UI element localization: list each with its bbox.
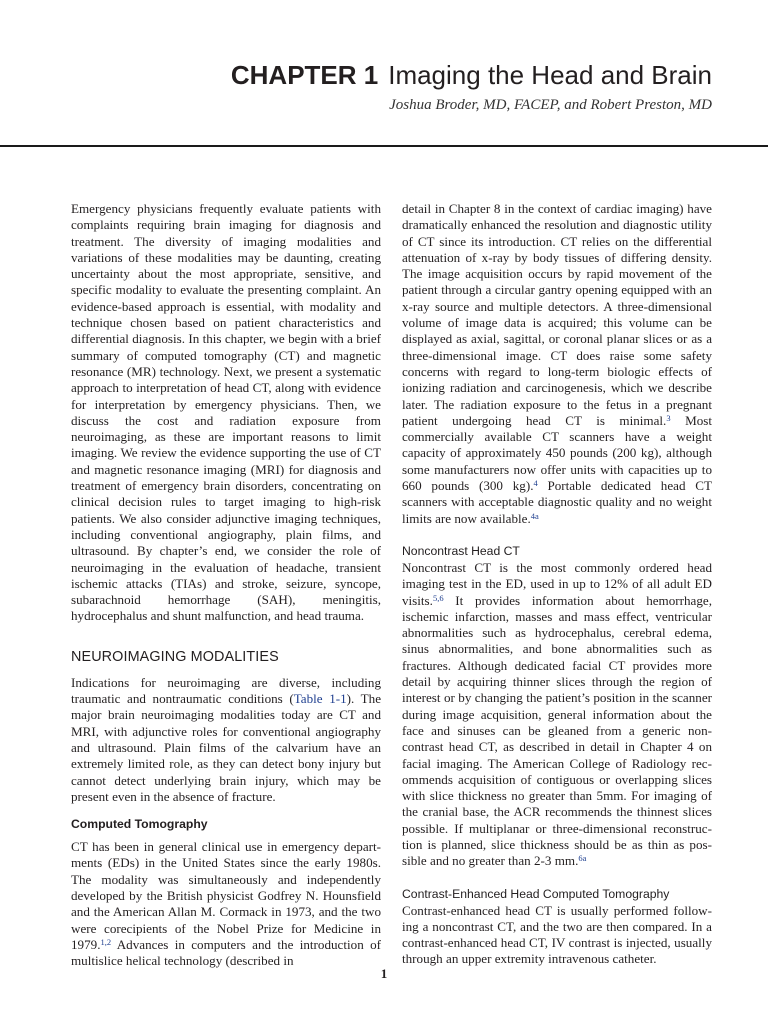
ct-continued-paragraph [402,201,712,527]
modalities-text-before: Indications for neuroimaging are diverse, including traumatic and nontraumatic conditions ( [71,674,381,707]
contrast-paragraph: Contrast-enhanced head CT is usually performed following a noncontrast CT, and the two are then compared. In a contrast-enhanced head CT, IV contrast is injected, usually through an upper extremity intravenous catheter. [402,902,712,967]
noncontrast-text-2: It provides information about hemorrhage, ischemic infarction, masses and mass effect, ventricular abnormalities such as hydrocephalus, cerebral edema, sinus abnormalities, and bone abnormalities such as fractures. Although dedicated facial CT provides more detail by acquiring thinner slices through the region of interest or by changing the patient’s position in the scanner during image acquisition, general information about the face and sinuses can be gleaned from a generic noncontrast head CT, as described in detail in Chapter 4 on facial imaging. The American College of Radiology recommends acquisition of contiguous or overlapping slices with slice thickness no greater than 5mm. For imaging of the cranial base, the ACR recommends the thinnest slices possible. If multiplanar or three-dimensional reconstruction is planned, slice thickness should be as thin as possible and no greater than 2-3 mm. [402,592,712,869]
subsection-heading-noncontrast-head-ct: Noncontrast Head CT [402,543,520,558]
noncontrast-paragraph [402,560,712,870]
left-column [71,201,381,969]
chapter-name: Imaging the Head and Brain [388,60,712,90]
subsection-heading-computed-tomography: Computed Tomography [71,817,208,832]
right-column [402,201,712,968]
page-number: 1 [380,966,388,981]
intro-paragraph: Emergency physicians frequently evaluate patients with complaints requiring brain imaging for diagnosis and treatment. The diversity of imaging modalities and variations of these modalities may be daunting, creating uncertainty about the most appropriate, sensitive, and specific modality to evaluate the presenting complaint. An evidence-based approach is essential, with modality and technique chosen based on patient characteristics and differential diagnosis. In this chapter, we begin with a brief summary of computed tomography (CT) and magnetic resonance (MR) technology. Next, we present a systematic approach to interpretation of head CT, along with evidence for interpretation by emergency physicians. Then, we discuss the cost and radiation exposure from neuroimaging, as these are important reasons to limit imaging. We review the evidence supporting the use of CT and magnetic resonance imaging (MRI) for diagnosis and treatment of emergency brain disorders, concentrating on clinical decision rules to target imaging to high-risk patients. We also consider adjunctive imaging techniques, including conventional angiography, plain films, and ultrasound. By chapter’s end, we consider the role of neuroimaging in the evaluation of headache, transient ischemic attacks (TIAs) and stroke, seizure, syncope, subarachnoid hemorrhage (SAH), meningitis, hydrocephalus and shunt malfunction, and head trauma. [71,201,381,624]
chapter-authors: Joshua Broder, MD, FACEP, and Robert Preston, MD [389,97,712,113]
continued-text-1: detail in Chapter 8 in the context of cardiac imaging) have dramatically enhanced the resolution and diagnostic utility of CT since its introduction. CT relies on the differential attenuation of x-ray by body tissues of differing density. The image acquisition occurs by rapid movement of the patient through a circular gantry opening equipped with an x-ray source and multiple detectors. A three-dimensional volume of image data is acquired; this volume can be displayed as axial, sagittal, or coronal planar slices or as a three-dimensional image. CT does raise some safety concerns with regard to long-term biologic effects of ionizing radiation and carcinogenesis, which we describe later. The radiation exposure to the fetus in a pregnant patient undergoing head CT is minimal. [402,201,712,428]
reference-link-5-6[interactable]: 5,6 [432,592,444,603]
reference-link-4[interactable]: 4 [533,478,538,489]
subsection-heading-contrast-enhanced-head-ct: Contrast-Enhanced Head Computed Tomography [402,886,670,901]
ct-text-2: Advances in computers and the introduction of multislice helical technology (described in [71,936,381,969]
continued-text-2: Most commercially available CT scanners have a weight capacity of approximately 450 pounds (200 kg), although some manufacturers now offer units with capacities up to 660 pounds (300 kg). [402,412,712,494]
modalities-text-after: ). The major brain neuroimaging modalities today are CT and MRI, with adjunctive roles for conventional angiography and ultrasound. Plain films of the calvarium have an extremely limited role, as they can detect bony injury but cannot detect underlying brain injury, which may be present even in the absence of fracture. [71,691,382,804]
reference-link-1-2[interactable]: 1,2 [100,936,112,947]
header-rule [0,145,768,147]
ct-text: CT has been in general clinical use in emergency departments (EDs) in the United States since the early 1980s. The modality was simultaneously and independently developed by the British physicist Godfrey N. Hounsfield and the American Allan M. Cormack in 1973, and the two were corecipients of the Nobel Prize for Medicine in 1979. [71,839,381,952]
chapter-title [231,58,712,92]
chapter-number: CHAPTER 1 [230,60,379,90]
chapter-header [0,0,768,148]
reference-link-4a[interactable]: 4a [530,510,539,521]
reference-link-3[interactable]: 3 [666,412,671,423]
continued-text-3: Portable dedicated head CT scanners with acceptable diagnostic quality and no weight limits are now available. [402,478,712,526]
section-heading-neuroimaging-modalities: NEUROIMAGING MODALITIES [71,648,279,665]
table-1-1-link[interactable]: Table 1-1 [293,691,347,707]
modalities-paragraph [71,675,381,805]
reference-link-6a[interactable]: 6a [578,853,587,864]
noncontrast-text-1: Noncontrast CT is the most commonly ordered head imaging test in the ED, used in up to 12% of all adult ED visits. [402,559,712,608]
ct-paragraph [71,839,381,969]
